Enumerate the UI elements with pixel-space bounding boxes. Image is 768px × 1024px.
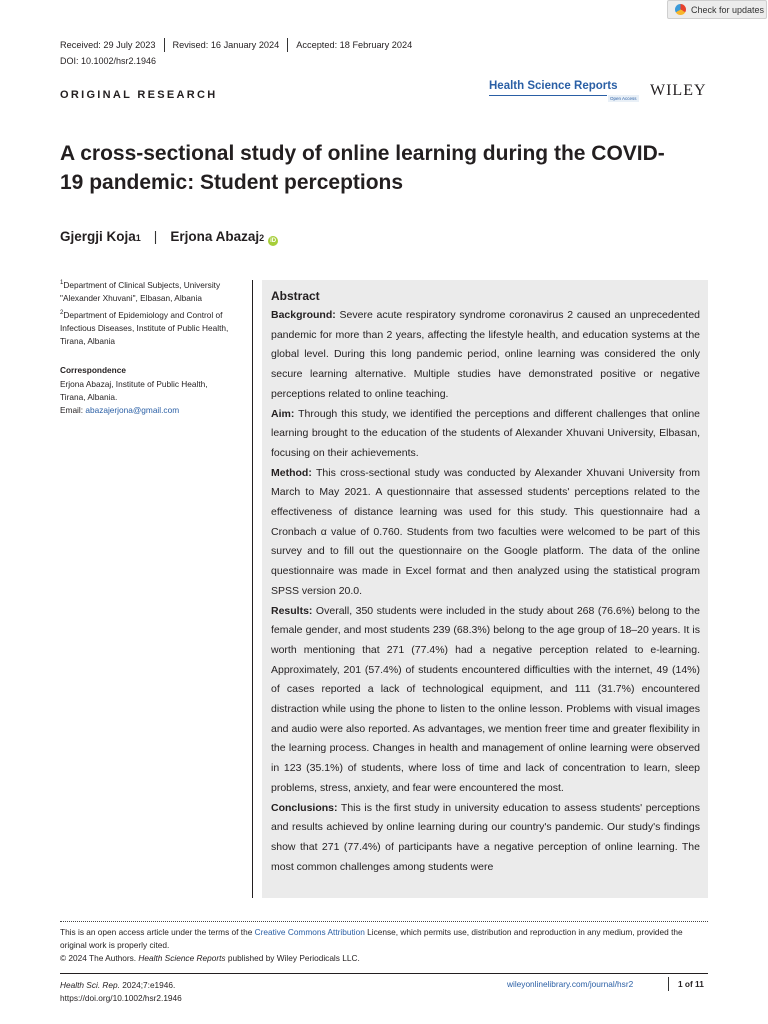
email-link[interactable]: abazajerjona@gmail.com [85, 405, 180, 415]
page-number: 1 of 11 [678, 979, 704, 989]
column-divider [252, 280, 253, 898]
citation [60, 979, 182, 1005]
correspondence-email-line [60, 404, 245, 417]
author-separator: | [153, 229, 158, 244]
copyright-text: published by Wiley Periodicals LLC. [225, 952, 360, 963]
author-list [60, 229, 278, 245]
abstract-text: Severe acute respiratory syndrome coronavirus 2 caused an unprecedented pandemic for more than 2 years, affecting the lifestyle health, and education systems at the global level. During this long pandemic period, online learning was considered the only secure learning alternative. Multiple studies have demonstrated positive or negative perceptions related to online teaching. [271, 309, 700, 400]
footnote-divider [60, 921, 708, 922]
crossmark-icon [675, 4, 686, 15]
abstract-text: This cross-sectional study was conducted by Alexander Xhuvani University from March to May 2021. A questionnaire that assessed students' perceptions related to the effectiveness of distance learning was used for this study. This questionnaire had a Cronbach α value of 0.760. Students from two faculties were welcomed to be part of this survey and to fill out the questionnaire on the Google platform. The data of the online questionnaire was made in Excel format and then analyzed using the statistical program SPSS version 20.0. [271, 466, 700, 597]
abstract-label: Method: [271, 466, 312, 479]
abstract-results [271, 602, 700, 799]
abstract-label: Aim: [271, 407, 295, 420]
license-text [60, 926, 710, 952]
revised-date: Revised: 16 January 2024 [172, 40, 280, 50]
correspondence-heading: Correspondence [60, 365, 126, 375]
correspondence-block [60, 378, 245, 417]
abstract-aim [271, 405, 700, 464]
abstract-text: Through this study, we identified the perceptions and different challenges that online learning brought to the education of the students of Alexander Xhuvani University, Elbasan, focusing on their achievements. [271, 407, 700, 459]
open-access-badge: Open Access [610, 96, 637, 101]
footer-divider [60, 973, 708, 974]
abstract-box [262, 280, 708, 898]
abstract-heading: Abstract [271, 289, 320, 303]
journal-website-link[interactable]: wileyonlinelibrary.com/journal/hsr2 [507, 979, 634, 989]
received-date: Received: 29 July 2023 [60, 40, 156, 50]
publisher-logo[interactable]: WILEY [650, 82, 707, 99]
citation-journal: Health Sci. Rep. [60, 980, 120, 990]
copyright-text: © 2024 The Authors. [60, 952, 139, 963]
abstract-label: Results: [271, 604, 313, 617]
abstract-conclusions [271, 799, 700, 878]
footer-separator [668, 977, 669, 991]
journal-logo-bar [489, 95, 607, 96]
author-affiliation-marker: 2 [259, 233, 265, 243]
citation-line [60, 979, 182, 992]
copyright-line [60, 952, 710, 965]
author-name[interactable]: Gjergji Koja [60, 229, 136, 244]
orcid-icon[interactable]: iD [270, 238, 277, 244]
article-title: A cross-sectional study of online learning during the COVID-19 pandemic: Student perceptions [60, 142, 665, 194]
email-label: Email: [60, 405, 86, 415]
author-affiliation-marker: 1 [135, 233, 141, 243]
check-for-updates-label: Check for updates [691, 4, 765, 15]
doi: DOI: 10.1002/hsr2.1946 [60, 56, 157, 66]
divider [164, 38, 165, 52]
journal-logo[interactable]: Health Science Reports [489, 80, 618, 92]
divider [287, 38, 288, 52]
copyright-journal: Health Science Reports [138, 952, 226, 963]
accepted-date: Accepted: 18 February 2024 [296, 40, 413, 50]
correspondence-line: Erjona Abazaj, Institute of Public Health, [60, 379, 208, 389]
abstract-label: Conclusions: [271, 801, 338, 814]
affiliation-marker: 2 [60, 310, 64, 316]
cc-license-link[interactable]: Creative Commons Attribution [254, 927, 365, 937]
check-for-updates-button[interactable] [667, 0, 767, 19]
abstract-label: Background: [271, 309, 336, 321]
affiliation-text: Department of Clinical Subjects, University "Alexander Xhuvani", Elbasan, Albania [60, 279, 221, 303]
citation-doi-link[interactable]: https://doi.org/10.1002/hsr2.1946 [60, 993, 182, 1003]
author-name[interactable]: Erjona Abazaj [170, 229, 260, 244]
history-dates [60, 38, 412, 52]
license-text-part: This is an open access article under the terms of the [60, 927, 255, 937]
abstract-text: This is the first study in university education to assess students' perceptions and results achieved by online learning during our country's pandemic. Our study's findings show that 271 (77.4%) of participants have a negative perception of online learning. The most common challenges among students were [271, 801, 700, 873]
abstract-text: Overall, 350 students were included in the study about 268 (76.6%) belong to the female gender, and most students 239 (68.3%) belong to the age group of 18–20 years. It is worth mentioning that 271 (77.4%) had a negative perception related to e-learning. Approximately, 201 (57.4%) of students encountered difficulties with the internet, 49 (14%) of cases reported a lack of technological equipment, and 111 (31.7%) encountered distraction while using the phone to listen to the online lesson. Problems with visual images and audio were also reported. As advantages, we mention freer time and greater flexibility in the learning process. Changes in health and management of online learning were observed in 123 (35.1%) of students, where loss of time and lack of concentration to learn, sleep problems, stress, anxiety, and fear were encountered the most. [271, 604, 700, 794]
section-label: ORIGINAL RESEARCH [60, 89, 218, 101]
affiliation [60, 307, 245, 348]
citation-volume: 2024;7:e1946. [119, 980, 176, 990]
license-text-part: License, which permits use, distribution and reproduction in any medium, provided the original work is properly cited. [60, 927, 683, 950]
abstract-background [271, 306, 700, 405]
license-note [60, 926, 710, 964]
affiliation-text: Department of Epidemiology and Control of Infectious Diseases, Institute of Public Health, Tirana, Albania [60, 309, 229, 346]
affiliation-marker: 1 [60, 280, 64, 286]
correspondence-line: Tirana, Albania. [60, 392, 118, 402]
affiliation [60, 277, 245, 305]
abstract-method [271, 464, 700, 602]
